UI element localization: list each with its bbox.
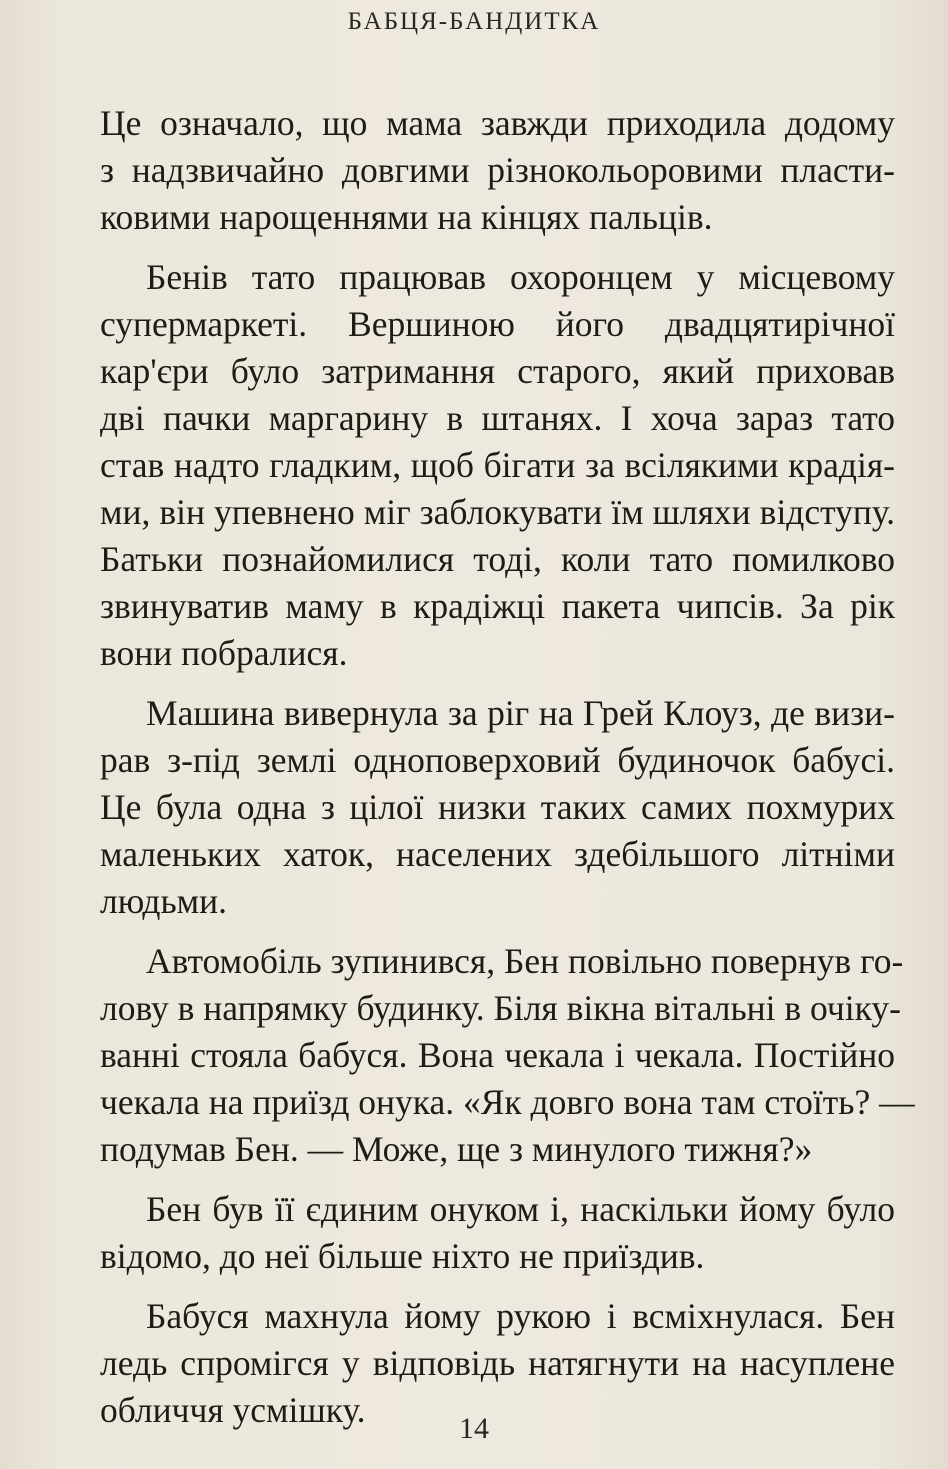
text-line: ледь спромігся у відповідь натягнути на насуплене (100, 1343, 895, 1383)
text-line: Бенів тато працював охоронцем у місцевому (146, 257, 895, 297)
paragraph-3 (100, 690, 895, 925)
text-line: людьми. (100, 881, 228, 921)
text-line: ми, він упевнено міг заблокувати їм шляхи відступу. (100, 492, 895, 532)
text-line: ковими нарощеннями на кінцях пальців. (100, 197, 713, 237)
text-line: маленьких хаток, населених здебільшого літніми (100, 834, 895, 874)
text-line: обличчя усмішку. (100, 1390, 366, 1430)
text-line: лову в напрямку будинку. Біля вікна вітальні в очіку- (100, 988, 901, 1028)
paragraph-2 (100, 254, 895, 677)
text-line: Бен був її єдиним онуком і, наскільки йому було (146, 1189, 895, 1229)
paragraph-1 (100, 100, 895, 241)
text-line: звинуватив маму в крадіжці пакета чипсів. За рік (100, 586, 895, 626)
text-line: подумав Бен. — Може, ще з минулого тижня?» (100, 1129, 813, 1169)
text-line: Це означало, що мама завжди приходила додому (100, 103, 895, 143)
paragraph-4 (100, 938, 915, 1173)
paragraph-5 (100, 1186, 895, 1280)
text-line: Автомобіль зупинився, Бен повільно повернув го- (146, 941, 904, 981)
text-line: ванні стояла бабуся. Вона чекала і чекала. Постійно (100, 1035, 895, 1075)
text-line: з надзвичайно довгими різнокольоровими пласти- (100, 150, 895, 190)
text-line: Машина вивернула за ріг на Грей Клоуз, де визи- (146, 693, 895, 733)
running-head: БАБЦЯ-БАНДИТКА (347, 8, 601, 35)
text-line: Це була одна з цілої низки таких самих похмурих (100, 787, 895, 827)
text-line: супермаркеті. Вершиною його двадцятирічної (100, 304, 895, 344)
text-line: відомо, до неї більше ніхто не приїздив. (100, 1236, 705, 1276)
text-line: чекала на приїзд онука. «Як довго вона там стоїть? — (100, 1082, 915, 1122)
text-line: вони побралися. (100, 633, 348, 673)
text-line: дві пачки маргарину в штанях. І хоча зараз тато (100, 398, 895, 438)
page-number: 14 (459, 1412, 489, 1445)
text-line: Батьки познайомилися тоді, коли тато помилково (100, 539, 895, 579)
text-line: Бабуся махнула йому рукою і всміхнулася. Бен (146, 1296, 895, 1336)
text-line: став надто гладким, щоб бігати за всілякими крадія- (100, 445, 895, 485)
text-line: кар'єри було затримання старого, який приховав (100, 351, 895, 391)
body-text (100, 100, 915, 1447)
text-line: рав з-під землі одноповерховий будиночок бабусі. (100, 740, 895, 780)
